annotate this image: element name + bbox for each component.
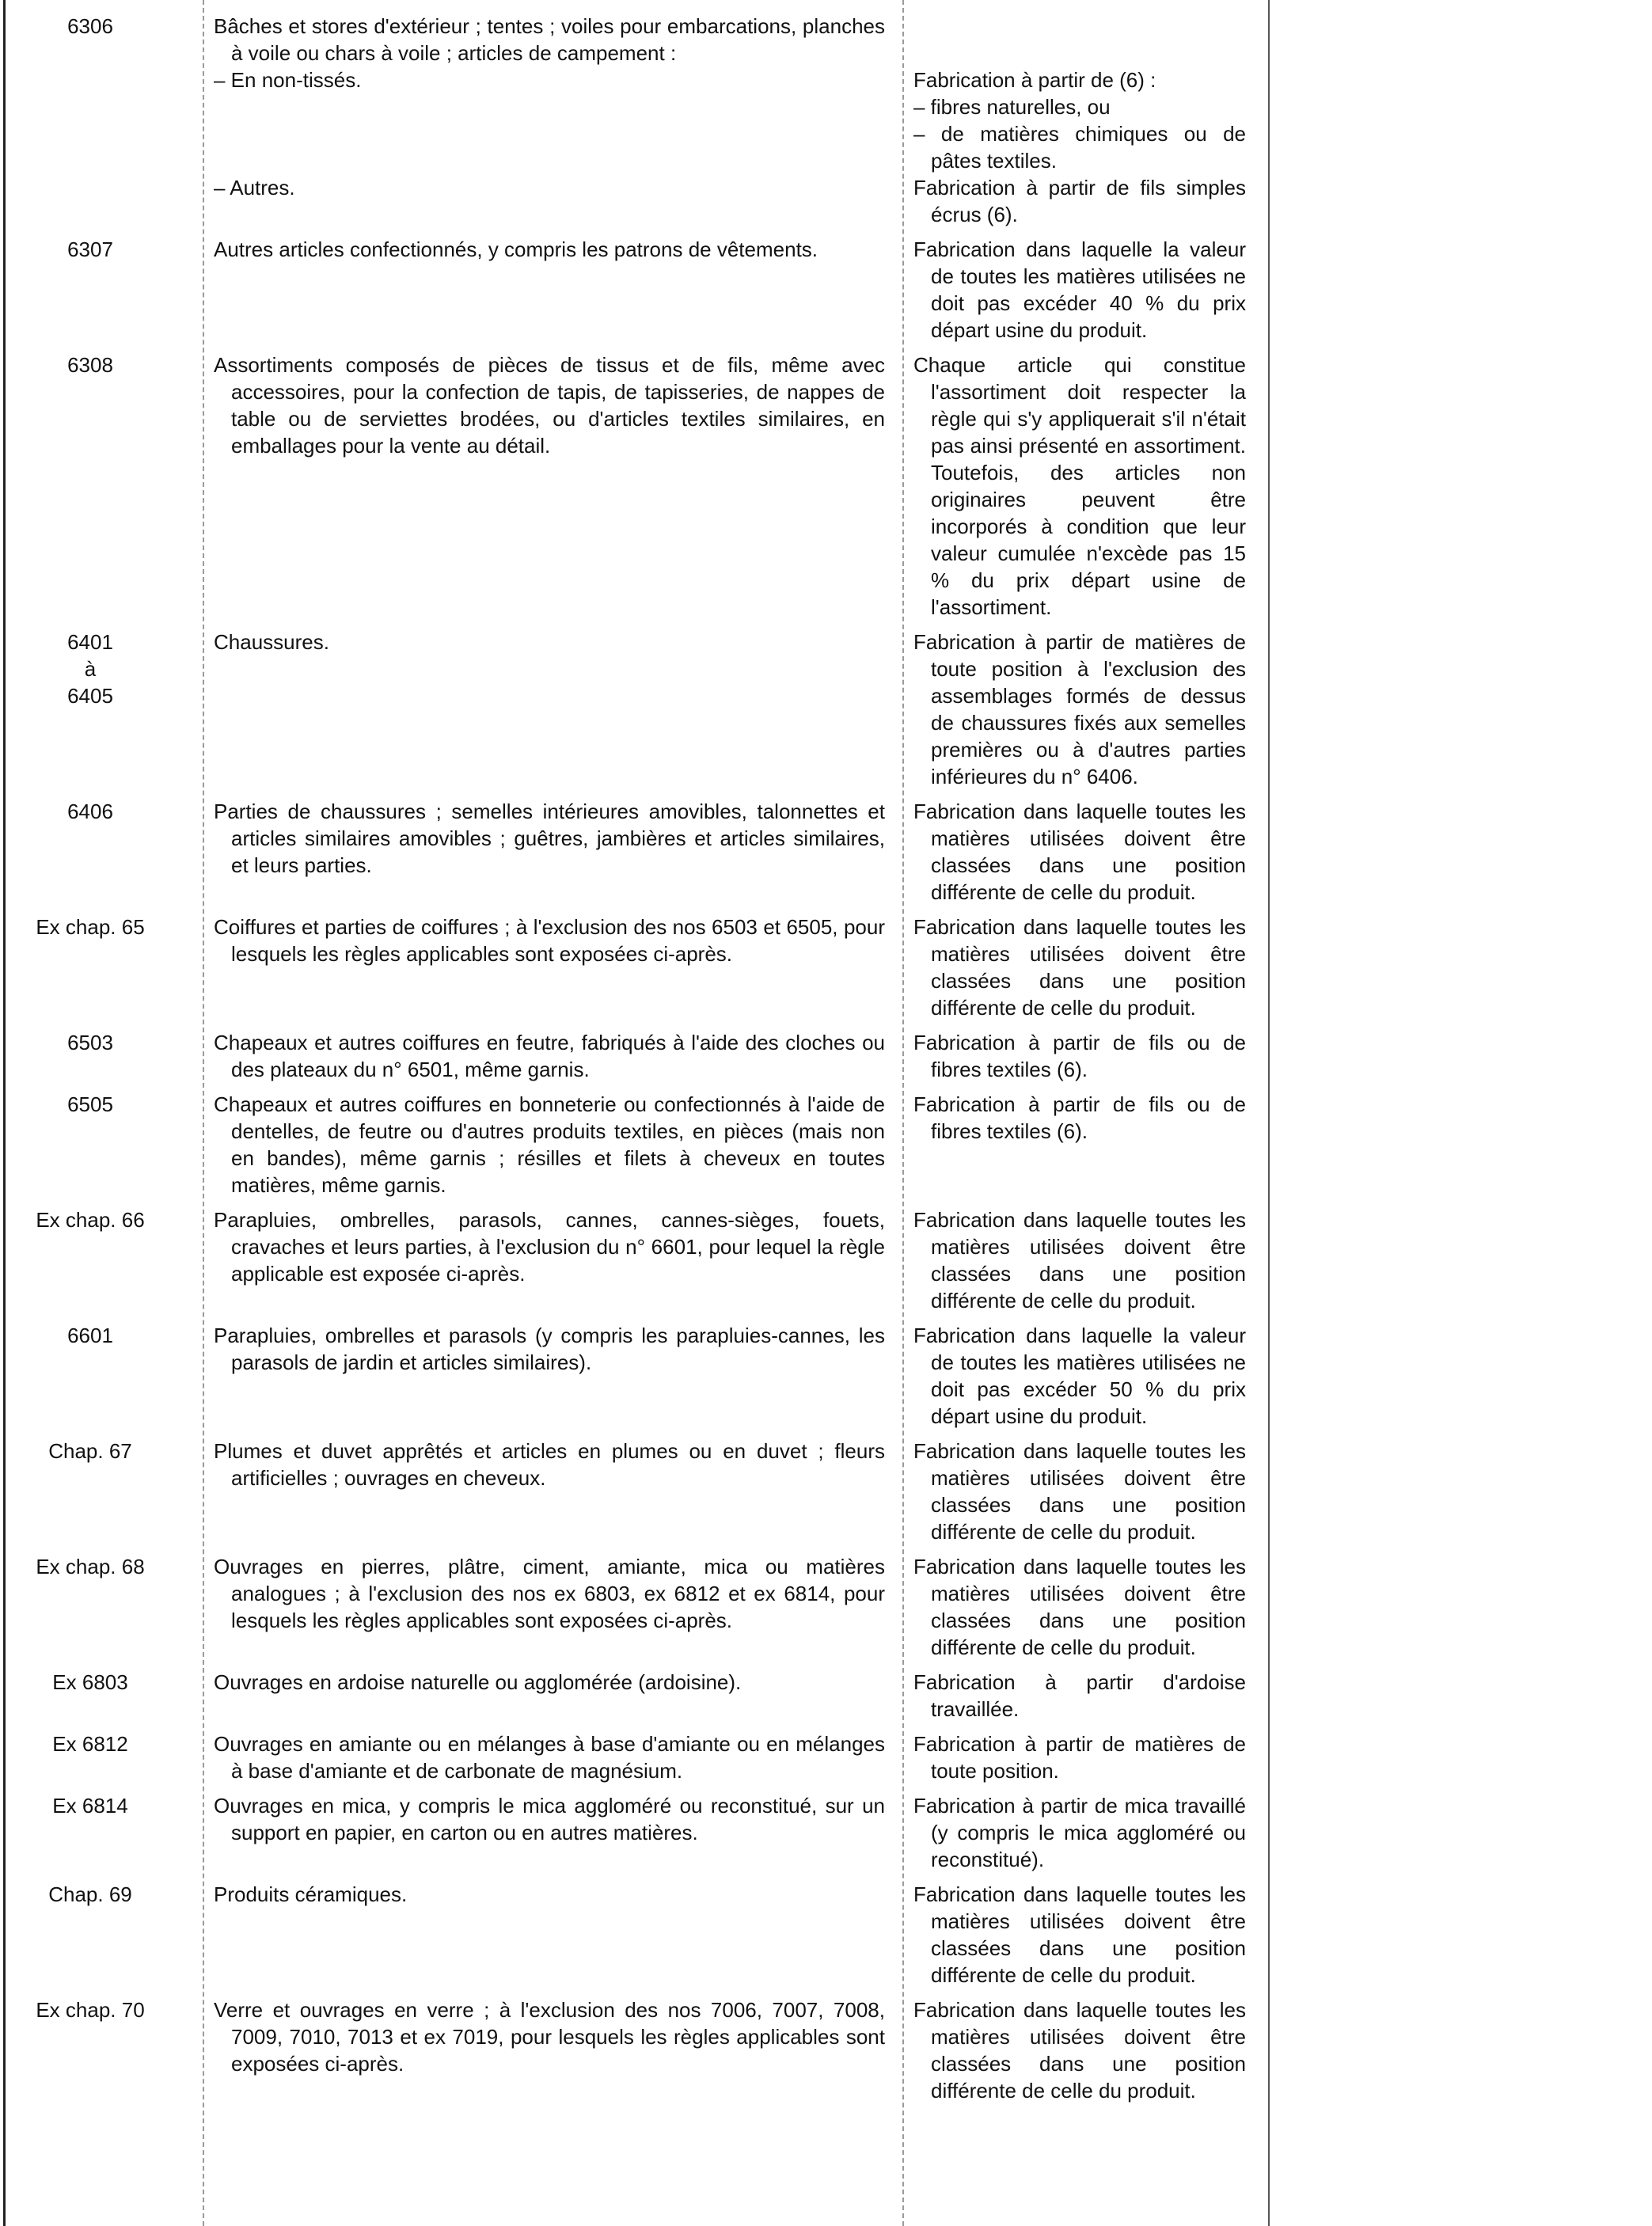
heading-code: Ex 6814 [52,1794,128,1818]
table-right-border [1268,0,1270,2226]
description-paragraph: Chapeaux et autres coiffures en bonneterie ou confectionnés à l'aide de dentelles, de feutre ou d'autres produits textiles, en pièces (mais non en bandes), même garnis ; résilles et filets à cheveux en toutes matières, même garnis. [214,1092,885,1197]
description-paragraph: – En non-tissés. [214,68,362,92]
heading-code [0,629,198,790]
product-description [198,13,904,228]
heading-code: 6308 [67,353,113,377]
heading-code: 6601 [67,1324,113,1347]
rules-table [0,13,1268,2112]
product-description [198,1322,904,1430]
table-row [0,629,1268,798]
rule-paragraph: – de matières chimiques ou de pâtes textiles. [913,122,1246,173]
description-paragraph: Coiffures et parties de coiffures ; à l'exclusion des nos 6503 et 6505, pour lesquels les règles applicables sont exposées ci-après. [214,915,885,966]
product-description [198,1206,904,1314]
origin-rule [904,13,1268,228]
table-row [0,1029,1268,1091]
product-description [198,1438,904,1545]
heading-code: Ex chap. 66 [36,1208,145,1232]
table-row [0,236,1268,351]
heading-code: Ex chap. 70 [36,1998,145,2022]
origin-rule [904,1730,1268,1784]
origin-rule [904,1438,1268,1545]
table-row [0,1206,1268,1322]
product-description [198,1996,904,2104]
origin-rule [904,1996,1268,2104]
product-description [198,1881,904,1989]
table-row [0,914,1268,1029]
rule-paragraph: Fabrication dans laquelle toutes les matières utilisées doivent être classées dans une position différente de celle du produit. [913,1882,1246,1987]
origin-rule [904,236,1268,344]
spacer [913,13,1246,40]
origin-rule [904,798,1268,906]
origin-rule [904,1792,1268,1873]
table-row [0,1730,1268,1792]
heading-code: Ex chap. 68 [36,1555,145,1578]
heading-code: 6307 [67,237,113,261]
product-description [198,236,904,344]
table-row [0,1438,1268,1553]
description-paragraph: Ouvrages en mica, y compris le mica aggloméré ou reconstitué, sur un support en papier, en carton ou en autres matières. [214,1794,885,1844]
origin-rule [904,1206,1268,1314]
product-description [198,1553,904,1661]
table-row [0,1553,1268,1669]
description-paragraph: Produits céramiques. [214,1882,408,1906]
description-paragraph: Verre et ouvrages en verre ; à l'exclusion des nos 7006, 7007, 7008, 7009, 7010, 7013 et ex 7019, pour lesquels les règles applicables sont exposées ci-après. [214,1998,885,2076]
heading-code: 6406 [67,800,113,823]
origin-rule [904,1322,1268,1430]
rule-paragraph: Fabrication à partir de matières de toute position. [913,1732,1246,1783]
description-paragraph: Autres articles confectionnés, y compris les patrons de vêtements. [214,237,818,261]
rule-paragraph: Fabrication dans laquelle toutes les matières utilisées doivent être classées dans une position différente de celle du produit. [913,1998,1246,2103]
rule-paragraph: Fabrication dans laquelle toutes les matières utilisées doivent être classées dans une position différente de celle du produit. [913,1208,1246,1312]
description-paragraph: Ouvrages en ardoise naturelle ou agglomérée (ardoisine). [214,1670,742,1694]
heading-code-line: 6401 [67,630,113,654]
description-paragraph: Plumes et duvet apprêtés et articles en plumes ou en duvet ; fleurs artificielles ; ouvrages en cheveux. [214,1439,885,1490]
table-row [0,1322,1268,1438]
origin-rule [904,351,1268,621]
description-paragraph: Chaussures. [214,630,329,654]
table-row [0,1996,1268,2112]
heading-code: 6505 [67,1092,113,1116]
product-description [198,1669,904,1723]
rule-paragraph: Fabrication dans laquelle la valeur de toutes les matières utilisées ne doit pas excéder 50 % du prix départ usine du produit. [913,1324,1246,1428]
heading-code: Ex 6812 [52,1732,128,1756]
heading-code-line: 6405 [67,684,113,708]
rule-paragraph: – fibres naturelles, ou [913,95,1111,119]
rule-paragraph: Fabrication dans laquelle toutes les matières utilisées doivent être classées dans une position différente de celle du produit. [913,800,1246,904]
description-paragraph: Parapluies, ombrelles et parasols (y compris les parapluies-cannes, les parasols de jardin et articles similaires). [214,1324,885,1374]
rule-paragraph: Fabrication à partir d'ardoise travaillée. [913,1670,1246,1721]
product-description [198,798,904,906]
rule-paragraph: Chaque article qui constitue l'assortiment doit respecter la règle qui s'y appliquerait s'il n'était pas ainsi présenté en assortiment. Toutefois, des articles non originaires peuvent être incorporés à condition que leur valeur cumulée n'excède pas 15 % du prix départ usine de l'assortiment. [913,353,1246,619]
description-paragraph: Ouvrages en amiante ou en mélanges à base d'amiante ou en mélanges à base d'amiante et de carbonate de magnésium. [214,1732,885,1783]
description-paragraph: – Autres. [214,176,295,199]
rule-paragraph: Fabrication à partir de (6) : [913,68,1156,92]
table-row [0,1881,1268,1996]
heading-code-line: à [84,657,97,681]
spacer [913,40,1246,66]
origin-rule [904,1669,1268,1723]
product-description [198,351,904,621]
product-description [198,914,904,1021]
origin-rule [904,914,1268,1021]
spacer [214,93,885,120]
origin-rule [904,1091,1268,1198]
table-row [0,351,1268,629]
rule-paragraph: Fabrication à partir de mica travaillé (y compris le mica aggloméré ou reconstitué). [913,1794,1246,1871]
heading-code: Ex chap. 65 [36,915,145,939]
product-description [198,629,904,790]
product-description [198,1091,904,1198]
description-paragraph: Chapeaux et autres coiffures en feutre, fabriqués à l'aide des cloches ou des plateaux du n° 6501, même garnis. [214,1031,885,1081]
table-row [0,1669,1268,1730]
heading-code: 6306 [67,14,113,38]
table-row [0,1792,1268,1881]
origin-rule [904,1881,1268,1989]
product-description [198,1792,904,1873]
spacer [214,120,885,147]
heading-code: Chap. 69 [48,1882,132,1906]
table-row [0,1091,1268,1206]
rule-paragraph: Fabrication dans laquelle toutes les matières utilisées doivent être classées dans une position différente de celle du produit. [913,1439,1246,1544]
description-paragraph: Assortiments composés de pièces de tissus et de fils, même avec accessoires, pour la confection de tapis, de tapisseries, de nappes de table ou de serviettes brodées, ou d'articles textiles similaires, en emballages pour la vente au détail. [214,353,885,458]
product-description [198,1029,904,1083]
rule-paragraph: Fabrication à partir de matières de toute position à l'exclusion des assemblages formés de dessus de chaussures fixés aux semelles premières ou à d'autres parties inférieures du n° 6406. [913,630,1246,788]
heading-code: Chap. 67 [48,1439,132,1463]
table-row [0,798,1268,914]
origin-rule [904,1029,1268,1083]
rule-paragraph: Fabrication à partir de fils simples écrus (6). [913,176,1246,226]
rule-paragraph: Fabrication à partir de fils ou de fibres textiles (6). [913,1031,1246,1081]
table-row [0,13,1268,236]
spacer [214,147,885,174]
origin-rule [904,1553,1268,1661]
heading-code: Ex 6803 [52,1670,128,1694]
origin-rule [904,629,1268,790]
rule-paragraph: Fabrication dans laquelle la valeur de toutes les matières utilisées ne doit pas excéder 40 % du prix départ usine du produit. [913,237,1246,342]
rule-paragraph: Fabrication dans laquelle toutes les matières utilisées doivent être classées dans une position différente de celle du produit. [913,915,1246,1020]
product-description [198,1730,904,1784]
heading-code: 6503 [67,1031,113,1054]
description-paragraph: Bâches et stores d'extérieur ; tentes ; voiles pour embarcations, planches à voile ou chars à voile ; articles de campement : [214,14,885,65]
description-paragraph: Ouvrages en pierres, plâtre, ciment, amiante, mica ou matières analogues ; à l'exclusion des nos ex 6803, ex 6812 et ex 6814, pour lesquels les règles applicables sont exposées ci-après. [214,1555,885,1632]
rule-paragraph: Fabrication à partir de fils ou de fibres textiles (6). [913,1092,1246,1143]
rule-paragraph: Fabrication dans laquelle toutes les matières utilisées doivent être classées dans une position différente de celle du produit. [913,1555,1246,1659]
description-paragraph: Parties de chaussures ; semelles intérieures amovibles, talonnettes et articles similaires amovibles ; guêtres, jambières et articles similaires, et leurs parties. [214,800,885,877]
description-paragraph: Parapluies, ombrelles, parasols, cannes, cannes-sièges, fouets, cravaches et leurs parties, à l'exclusion du n° 6601, pour lequel la règle applicable est exposée ci-après. [214,1208,885,1286]
